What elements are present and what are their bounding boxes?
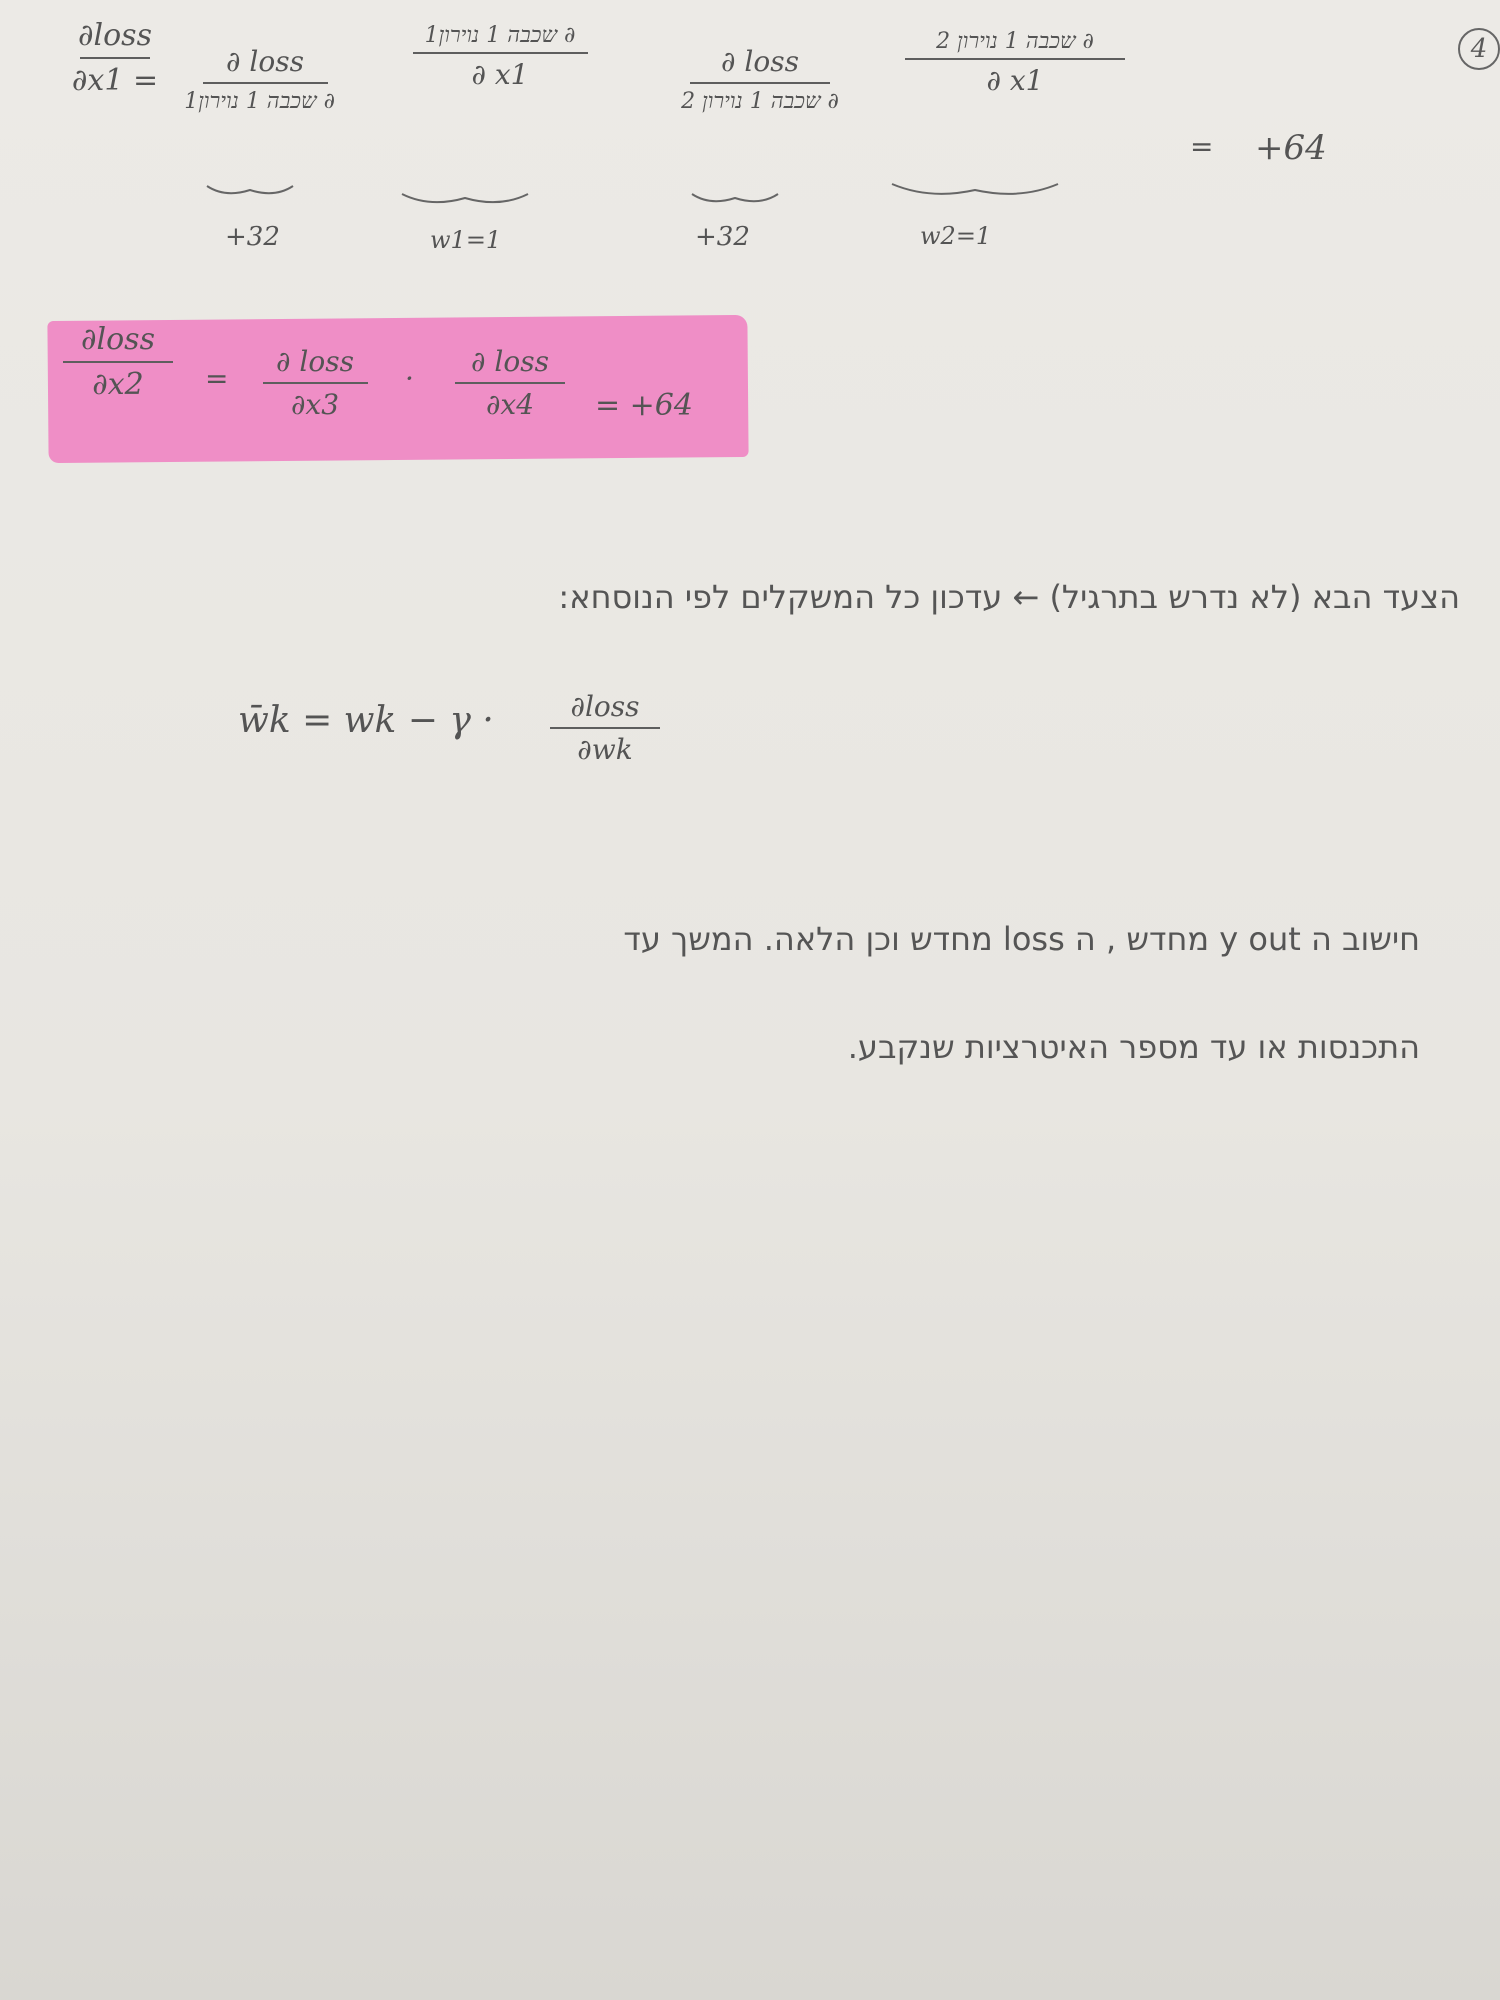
note-line-2 [848, 1028, 1420, 1066]
term3-fraction [680, 45, 840, 114]
term2-fraction [405, 22, 595, 91]
lhs-denominator: ∂x1 = [71, 63, 159, 98]
term2-denominator: ∂ x1 [471, 58, 529, 91]
equals-sign-2: = [205, 362, 229, 395]
page-number [1458, 28, 1500, 70]
lhs-numerator: ∂loss [78, 18, 152, 53]
brace-value-2: w1=1 [430, 226, 502, 254]
result-value-x2: = +64 [595, 388, 693, 423]
underbrace-2 [400, 190, 530, 212]
term1-numerator: ∂ loss [226, 45, 304, 78]
underbrace-1 [205, 182, 295, 202]
brace-value-1: +32 [225, 222, 280, 252]
equals-sign: = [1190, 130, 1214, 163]
line2-term1-fraction [255, 345, 375, 421]
next-step-text-content: הצעד הבא (לא נדרש בתרגיל) ← עדכון כל המשקלים לפי הנוסחא: [558, 578, 1460, 616]
formula-fraction [545, 690, 665, 766]
line2-term2-fraction [445, 345, 575, 421]
line2-term2-denominator: ∂x4 [485, 388, 535, 421]
brace-value-4: w2=1 [920, 222, 992, 250]
dot-separator: · [405, 362, 414, 395]
lhs2-numerator: ∂loss [81, 322, 155, 357]
note-line-1 [623, 920, 1420, 958]
term2-numerator: ∂ שכבה 1 נוירון1 [424, 23, 576, 48]
brace-value-3: +32 [695, 222, 750, 252]
term4-denominator: ∂ x1 [986, 64, 1044, 97]
note-line-2-text: התכנסות או עד מספר האיטרציות שנקבע. [847, 1028, 1420, 1066]
formula-denominator: ∂wk [577, 733, 633, 766]
underbrace-3 [690, 190, 780, 210]
term1-fraction [184, 45, 335, 114]
note-line-1-text: חישוב ה y out מחדש , ה loss מחדש וכן הלאה. המשך עד [623, 920, 1420, 958]
underbrace-4 [890, 180, 1060, 204]
term1-denominator: ∂ שכבה 1 נוירון1 [184, 89, 335, 114]
result-value-x1: +64 [1255, 128, 1327, 168]
line2-term2-numerator: ∂ loss [471, 345, 549, 378]
formula-numerator: ∂loss [570, 690, 640, 723]
lhs2-denominator: ∂x2 [92, 367, 144, 402]
next-step-text [558, 578, 1460, 616]
line2-term1-numerator: ∂ loss [276, 345, 354, 378]
lhs-fraction-x2 [58, 322, 178, 402]
term4-fraction [900, 28, 1130, 97]
page-number-text: 4 [1470, 34, 1488, 64]
lhs-fraction-x1 [70, 18, 160, 98]
term3-numerator: ∂ loss [721, 45, 799, 78]
term4-numerator: ∂ שכבה 1 נוירון 2 [936, 29, 1094, 54]
formula-lhs: w̄k = wk − γ · [238, 700, 494, 741]
term3-denominator: ∂ שכבה 1 נוירון 2 [681, 89, 839, 114]
line2-term1-denominator: ∂x3 [290, 388, 340, 421]
